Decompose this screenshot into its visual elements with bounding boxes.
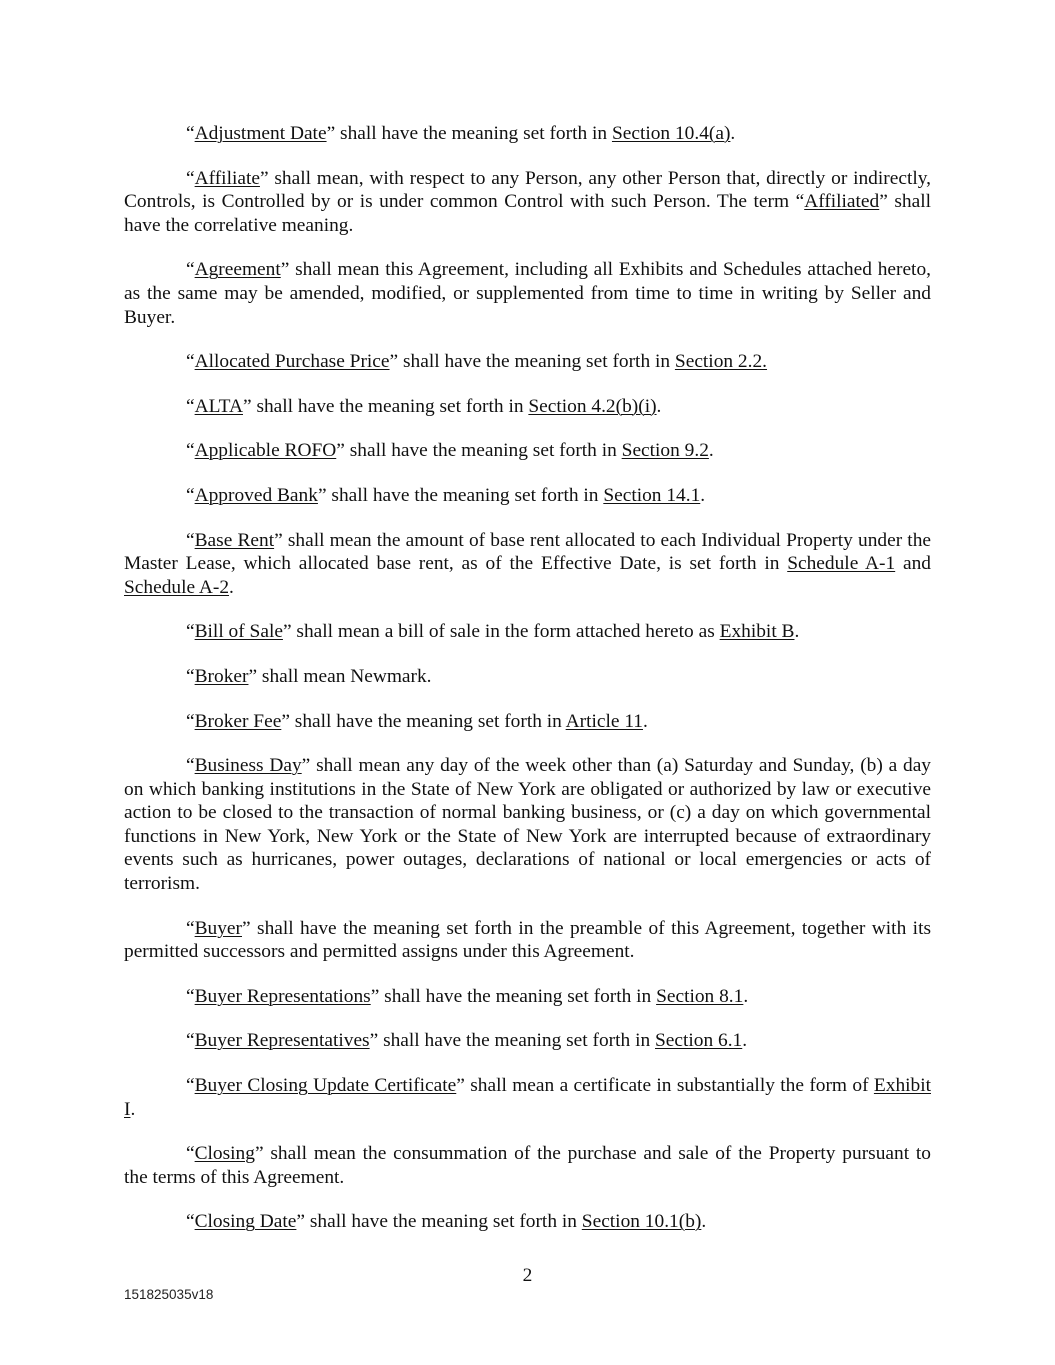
cross-reference: Exhibit B bbox=[719, 621, 795, 643]
defined-term: Base Rent bbox=[194, 529, 275, 551]
definition-paragraph bbox=[124, 529, 931, 600]
definition-paragraph bbox=[124, 1142, 931, 1189]
defined-term: Applicable ROFO bbox=[194, 440, 337, 462]
definitions-list bbox=[124, 122, 931, 1234]
defined-term: Bill of Sale bbox=[194, 621, 283, 643]
definition-text: “ bbox=[186, 985, 195, 1007]
definition-text: ” shall have the meaning set forth in bbox=[326, 123, 612, 144]
definition-text: . bbox=[742, 1030, 748, 1052]
definition-text: ” shall have the meaning set forth in bbox=[317, 484, 604, 506]
definition-text: “ bbox=[186, 395, 195, 417]
definition-text: ” shall mean a certificate in substantially the form of bbox=[456, 1075, 874, 1097]
definition-text: “ bbox=[186, 665, 195, 687]
definition-text: ” shall mean, with respect to any Person, any other Person that, directly or indirectly, Controls, is Controlled by or is under common Control with such Person. The term “ bbox=[124, 167, 931, 213]
cross-reference: Section 2.2. bbox=[674, 351, 768, 373]
definition-text: . bbox=[130, 1098, 136, 1120]
cross-reference: Schedule A-1 bbox=[787, 553, 896, 575]
definition-paragraph bbox=[124, 710, 931, 734]
definition-text: “ bbox=[186, 710, 195, 732]
definition-text: “ bbox=[186, 529, 195, 551]
definition-paragraph bbox=[124, 350, 931, 374]
defined-term: Affiliate bbox=[194, 167, 260, 189]
definition-text: ” shall mean Newmark. bbox=[248, 665, 432, 687]
cross-reference: Section 14.1 bbox=[603, 484, 701, 506]
definition-text: . bbox=[643, 710, 648, 732]
definition-paragraph bbox=[124, 1210, 931, 1234]
document-id: 151825035v18 bbox=[124, 1287, 214, 1302]
definition-text: “ bbox=[186, 621, 195, 643]
definition-paragraph bbox=[124, 985, 931, 1009]
defined-term: Closing Date bbox=[194, 1211, 297, 1233]
defined-term: Agreement bbox=[194, 259, 281, 281]
defined-term: Broker Fee bbox=[194, 710, 282, 732]
definition-paragraph bbox=[124, 122, 931, 146]
document-page bbox=[124, 122, 931, 1255]
cross-reference: Section 10.1(b) bbox=[581, 1211, 702, 1233]
definition-text: ” shall have the meaning set forth in the preamble of this Agreement, together with its permitted successors and permitted assigns under this Agreement. bbox=[124, 917, 931, 963]
definition-text: ” shall have the meaning set forth in bbox=[281, 710, 566, 732]
definition-text: “ bbox=[186, 123, 195, 144]
definition-text: “ bbox=[186, 351, 195, 373]
definition-text: . bbox=[794, 621, 800, 643]
cross-reference: Article 11 bbox=[565, 710, 643, 732]
definition-paragraph bbox=[124, 917, 931, 964]
cross-reference: Schedule A-2 bbox=[124, 576, 230, 598]
definition-paragraph bbox=[124, 395, 931, 419]
definition-paragraph bbox=[124, 258, 931, 329]
definition-text: “ bbox=[186, 1075, 195, 1097]
definition-text: ” shall have the meaning set forth in bbox=[296, 1211, 582, 1233]
definition-text: . bbox=[730, 123, 736, 144]
definition-paragraph bbox=[124, 1029, 931, 1053]
defined-term: Allocated Purchase Price bbox=[194, 351, 390, 373]
definition-text: “ bbox=[186, 484, 195, 506]
page-number: 2 bbox=[522, 1265, 533, 1286]
definition-text: . bbox=[708, 440, 714, 462]
definition-text: ” shall mean any day of the week other than (a) Saturday and Sunday, (b) a day on which banking institutions in the State of New York are obligated or authorized by law or executive action to be closed to the transaction of normal banking business, or (c) a day on which governmental functions in New York, New York or the State of New York are interrupted because of extraordinary events such as hurricanes, power outages, declarations of national or local emergencies or acts of terrorism. bbox=[124, 755, 931, 895]
definition-paragraph bbox=[124, 484, 931, 508]
defined-term: Broker bbox=[194, 665, 249, 687]
definition-text: “ bbox=[186, 755, 195, 777]
definition-paragraph bbox=[124, 665, 931, 689]
definition-text: “ bbox=[186, 259, 195, 281]
definition-text: and bbox=[895, 553, 931, 575]
definition-text: “ bbox=[186, 917, 195, 939]
defined-term: Buyer bbox=[194, 917, 242, 939]
definition-text: “ bbox=[186, 1143, 195, 1165]
definition-text: “ bbox=[186, 440, 195, 462]
definition-paragraph bbox=[124, 439, 931, 463]
definition-text: . bbox=[743, 985, 749, 1007]
cross-reference: Exhibit I bbox=[124, 1075, 931, 1120]
definition-text: ” shall have the meaning set forth in bbox=[389, 351, 675, 373]
defined-term: Buyer Closing Update Certificate bbox=[194, 1075, 457, 1097]
definition-text: ” shall mean the amount of base rent allocated to each Individual Property under the Master Lease, which allocated base rent, as of the Effective Date, is set forth in bbox=[124, 529, 931, 575]
definition-paragraph bbox=[124, 167, 931, 238]
defined-term: Buyer Representatives bbox=[194, 1030, 370, 1052]
cross-reference: Section 9.2 bbox=[621, 440, 709, 462]
cross-reference: Section 4.2(b)(i) bbox=[528, 395, 657, 417]
definition-text: . bbox=[700, 484, 706, 506]
defined-term: ALTA bbox=[194, 395, 243, 417]
defined-term: Closing bbox=[194, 1143, 255, 1165]
definition-text: ” shall mean a bill of sale in the form attached hereto as bbox=[282, 621, 720, 643]
definition-text: “ bbox=[186, 167, 195, 189]
cross-reference: Section 6.1 bbox=[655, 1030, 743, 1052]
definition-text: “ bbox=[186, 1211, 195, 1233]
definition-paragraph bbox=[124, 620, 931, 644]
defined-term: Buyer Representations bbox=[194, 985, 371, 1007]
cross-reference: Affiliated bbox=[804, 191, 880, 213]
definition-text: “ bbox=[186, 1030, 195, 1052]
defined-term: Adjustment Date bbox=[194, 123, 327, 144]
definition-text: ” shall have the meaning set forth in bbox=[242, 395, 529, 417]
definition-paragraph bbox=[124, 754, 931, 896]
cross-reference: Section 8.1 bbox=[656, 985, 744, 1007]
definition-text: ” shall have the meaning set forth in bbox=[369, 1030, 655, 1052]
cross-reference: Section 10.4(a) bbox=[611, 123, 731, 144]
definition-text: . bbox=[656, 395, 662, 417]
definition-text: ” shall have the meaning set forth in bbox=[370, 985, 657, 1007]
definition-text: . bbox=[701, 1211, 707, 1233]
definition-text: ” shall mean the consummation of the purchase and sale of the Property pursuant to the terms of this Agreement. bbox=[124, 1143, 931, 1188]
defined-term: Approved Bank bbox=[194, 484, 318, 506]
definition-paragraph bbox=[124, 1074, 931, 1121]
definition-text: ” shall mean this Agreement, including all Exhibits and Schedules attached hereto, as the same may be amended, modified, or supplemented from time to time in writing by Seller and Buyer. bbox=[124, 259, 931, 328]
definition-text: ” shall have the correlative meaning. bbox=[124, 191, 931, 236]
definition-text: . bbox=[229, 576, 234, 598]
definition-text: ” shall have the meaning set forth in bbox=[336, 440, 622, 462]
defined-term: Business Day bbox=[194, 755, 302, 777]
